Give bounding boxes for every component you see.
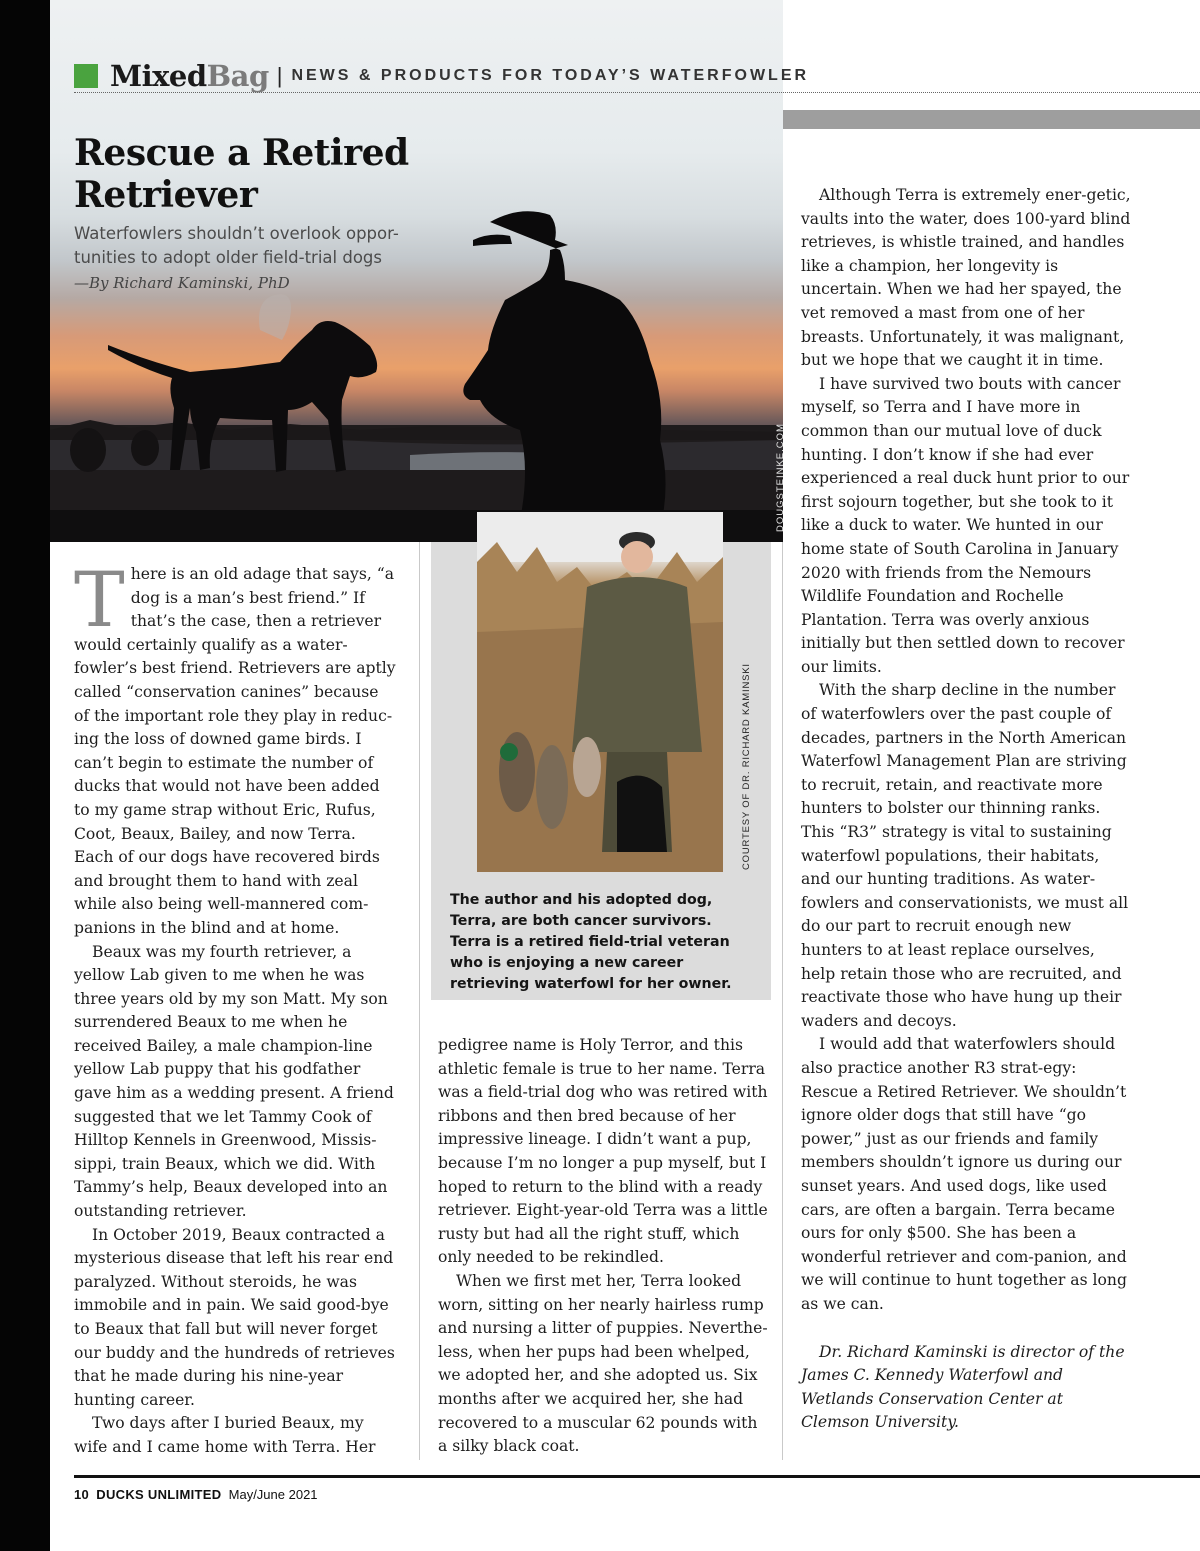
- column-rule-right: [782, 542, 783, 1460]
- drop-cap: T: [74, 555, 125, 644]
- header-separator: |: [276, 63, 283, 88]
- brand-mixed: Mixed: [110, 59, 207, 93]
- publication-name: DUCKS UNLIMITED: [96, 1487, 222, 1502]
- article-column-3: [801, 184, 1131, 1435]
- article-title: Rescue a Retired Retriever: [74, 132, 409, 216]
- section-tagline: NEWS & PRODUCTS FOR TODAY’S WATERFOWLER: [291, 67, 810, 84]
- article-column-1: [74, 555, 396, 1460]
- paragraph-8: I have survived two bouts with cancer myself, so Terra and I have more in common than our mutual love of duck hunting. I don’t know if she had ever experienced a real duck hunt prior to our first sojourn together, but she took to it like a duck to water. We hunted in our home state of South Carolina in January 2020 with friends from the Nemours Wildlife Foundation and Rochelle Plantation. Terra was overly anxious initially but then settled down to recover our limits.: [801, 374, 1130, 676]
- paragraph-1: There is an old adage that says, “a dog is a man’s best friend.” If that’s the case, then a retriever would certainly qualify as a water-fowler’s best friend. Retrievers are aptly called “conservation canines” because of the important role they play in reduc-ing the loss of downed game birds. I can’t begin to estimate the number of ducks that would not have been added to my game strap without Eric, Rufus, Coot, Beaux, Bailey, and now Terra. Each of our dogs have recovered birds and brought them to hand with zeal while also being well-mannered com-panions in the blind and at home.: [74, 555, 396, 937]
- page-footer: [74, 1487, 318, 1502]
- right-grey-band: [783, 110, 1200, 129]
- hero-photo-credit: DOUGSTEINKE.COM: [775, 423, 786, 532]
- brand-bag: Bag: [206, 59, 269, 93]
- section-header: [74, 56, 809, 96]
- page-number: 10: [74, 1487, 90, 1502]
- inset-photo-credit: COURTESY OF DR. RICHARD KAMINSKI: [741, 663, 752, 870]
- author-bio-note: Dr. Richard Kaminski is director of the James C. Kennedy Waterfowl and Wetlands Conservation Center at Clemson University.: [801, 1342, 1125, 1432]
- left-black-margin: [0, 0, 50, 1551]
- paragraph-7: Although Terra is extremely ener-getic, vaults into the water, does 100-yard blind retrieves, is whistle trained, and handles like a champion, her longevity is uncertain. When we had her spayed, the vet removed a mast from one of her breasts. Unfortunately, it was malignant, but we hope that we caught it in time.: [801, 186, 1131, 370]
- issue-date: May/June 2021: [228, 1487, 318, 1502]
- article-byline: —By Richard Kaminski, PhD: [74, 274, 290, 292]
- inset-photo-drawing: [477, 512, 723, 872]
- paragraph-10: I would add that waterfowlers should also practice another R3 strat-egy: Rescue a Retired Retriever. We shouldn’t ignore older dogs that still have “go power,” just as our friends and family members shouldn’t ignore us during our sunset years. And used dogs, like used cars, are often a bargain. Terra became ours for only $500. She has been a wonderful retriever and com-panion, and we will continue to hunt together as long as we can.: [801, 1035, 1127, 1313]
- paragraph-9: With the sharp decline in the number of waterfowlers over the past couple of decades, partners in the North American Waterfowl Management Plan are striving to recruit, retain, and reactivate more hunters to bolster our thinning ranks. This “R3” strategy is vital to sustaining waterfowl populations, their habitats, and our hunting traditions. As water-fowlers and conservationists, we must all do our part to recruit enough new hunters to at least replace ourselves, help retain those who are recruited, and reactivate those who have hung up their waders and decoys.: [801, 681, 1129, 1030]
- inset-photo-caption: The author and his adopted dog, Terra, are both cancer survivors. Terra is a retired field-trial veteran who is enjoying a new career retrieving waterfowl for her owner.: [450, 892, 732, 992]
- header-dotted-rule: [74, 92, 1200, 93]
- inset-photo-author-with-dog-and-ducks: [477, 512, 723, 872]
- paragraph-6: When we first met her, Terra looked worn, sitting on her nearly hairless rump and nursing a litter of puppies. Neverthe-less, when her pups had been whelped, we adopted her, and she adopted us. Six months after we acquired her, she had recovered to a muscular 62 pounds with a silky black coat.: [438, 1271, 768, 1456]
- paragraph-5: pedigree name is Holy Terror, and this athletic female is true to her name. Terra was a field-trial dog who was retired with ribbons and then bred because of her impressive lineage. I didn’t want a pup, because I’m no longer a pup myself, but I hoped to return to the blind with a ready retriever. Eight-year-old Terra was a little rusty but had all the right stuff, which only needed to be rekindled.: [438, 1036, 768, 1267]
- paragraph-2: Beaux was my fourth retriever, a yellow Lab given to me when he was three years old by my son Matt. My son surrendered Beaux to me when he received Bailey, a male champion-line yellow Lab puppy that his godfather gave him as a wedding present. A friend suggested that we let Tammy Cook of Hilltop Kennels in Greenwood, Missis-sippi, train Beaux, which we did. With Tammy’s help, Beaux developed into an outstanding retriever.: [74, 942, 394, 1221]
- column-rule-left: [419, 542, 420, 1460]
- article-column-2: [438, 1034, 768, 1459]
- article-deck: Waterfowlers shouldn’t overlook oppor-tunities to adopt older field-trial dogs: [74, 224, 399, 267]
- footer-rule: [74, 1475, 1200, 1478]
- paragraph-4: Two days after I buried Beaux, my wife and I came home with Terra. Her: [74, 1414, 376, 1456]
- paragraph-3: In October 2019, Beaux contracted a mysterious disease that left his rear end paralyzed. Without steroids, he was immobile and in pain. We said good-bye to Beaux that fall but will never forget our buddy and the hundreds of retrieves that he made during his nine-year hunting career.: [74, 1225, 395, 1409]
- section-green-square-icon: [74, 64, 98, 88]
